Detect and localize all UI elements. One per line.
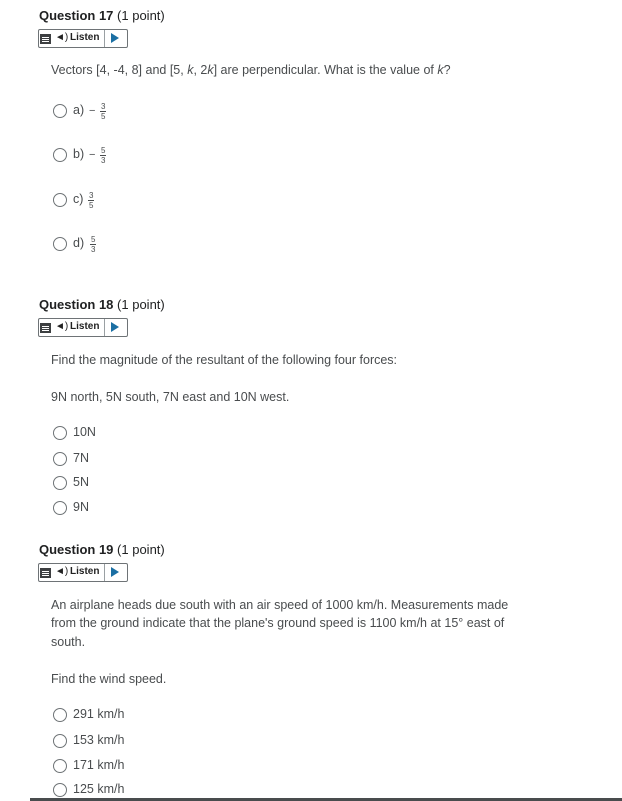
speaker-icon: ◄) [55, 32, 69, 43]
question-17-title [39, 8, 165, 23]
listen-button-q18[interactable] [38, 318, 128, 337]
question-points: (1 point) [117, 542, 165, 557]
radio-q17-c[interactable] [53, 193, 67, 207]
option-label: 125 km/h [73, 782, 125, 796]
option-label: 291 km/h [73, 707, 125, 721]
radio-q18-a[interactable] [53, 426, 67, 440]
divider [104, 564, 105, 581]
radio-q18-b[interactable] [53, 452, 67, 466]
speaker-icon: ◄) [55, 566, 69, 577]
listen-label: Listen [70, 321, 100, 332]
option-sign: − [89, 149, 96, 161]
option-sign: − [89, 105, 96, 117]
readspeaker-icon [40, 568, 51, 578]
radio-q19-c[interactable] [53, 759, 67, 773]
play-icon[interactable] [111, 33, 119, 43]
play-icon[interactable] [111, 322, 119, 332]
option-label: 5N [73, 475, 89, 489]
divider [104, 30, 105, 47]
question-18-prompt: Find the magnitude of the resultant of the following four forces: [51, 353, 398, 367]
option-fraction: $\frac{5}{3}$ [91, 235, 96, 254]
readspeaker-icon [40, 34, 51, 44]
question-19-title [39, 542, 165, 557]
option-label: 10N [73, 425, 96, 439]
option-label: 9N [73, 500, 89, 514]
option-label: 171 km/h [73, 758, 125, 772]
play-icon[interactable] [111, 567, 119, 577]
option-letter: b) [73, 147, 85, 161]
option-letter: c) [73, 192, 84, 206]
question-19-prompt-line2: from the ground indicate that the plane's ground speed is 1100 km/h at 15° east of [51, 616, 505, 630]
question-points: (1 point) [117, 297, 165, 312]
option-fraction: $\frac{3}{5}$ [101, 102, 106, 121]
radio-q17-b[interactable] [53, 148, 67, 162]
listen-label: Listen [70, 32, 100, 43]
question-number: Question 19 [39, 542, 114, 557]
question-number: Question 18 [39, 297, 114, 312]
question-19-prompt-ask: Find the wind speed. [51, 672, 167, 686]
question-17-prompt: Vectors [4, -4, 8] and [5, k, 2k] are perpendicular. What is the value of k? [51, 63, 451, 77]
listen-button-q17[interactable] [38, 29, 128, 48]
question-points: (1 point) [117, 8, 165, 23]
divider [104, 319, 105, 336]
radio-q18-c[interactable] [53, 476, 67, 490]
option-label: 7N [73, 451, 89, 465]
option-fraction: $\frac{3}{5}$ [89, 191, 94, 210]
question-18-prompt-forces: 9N north, 5N south, 7N east and 10N west. [51, 390, 290, 404]
radio-q18-d[interactable] [53, 501, 67, 515]
speaker-icon: ◄) [55, 321, 69, 332]
question-number: Question 17 [39, 8, 114, 23]
option-letter: a) [73, 103, 85, 117]
option-fraction: $\frac{5}{3}$ [101, 146, 106, 165]
radio-q17-a[interactable] [53, 104, 67, 118]
radio-q19-d[interactable] [53, 783, 67, 797]
radio-q19-a[interactable] [53, 708, 67, 722]
listen-button-q19[interactable] [38, 563, 128, 582]
radio-q19-b[interactable] [53, 734, 67, 748]
readspeaker-icon [40, 323, 51, 333]
listen-label: Listen [70, 566, 100, 577]
question-19-prompt-line1: An airplane heads due south with an air speed of 1000 km/h. Measurements made [51, 598, 509, 612]
question-19-prompt-line3: south. [51, 635, 86, 649]
question-18-title [39, 297, 165, 312]
radio-q17-d[interactable] [53, 237, 67, 251]
option-letter: d) [73, 236, 85, 250]
option-label: 153 km/h [73, 733, 125, 747]
